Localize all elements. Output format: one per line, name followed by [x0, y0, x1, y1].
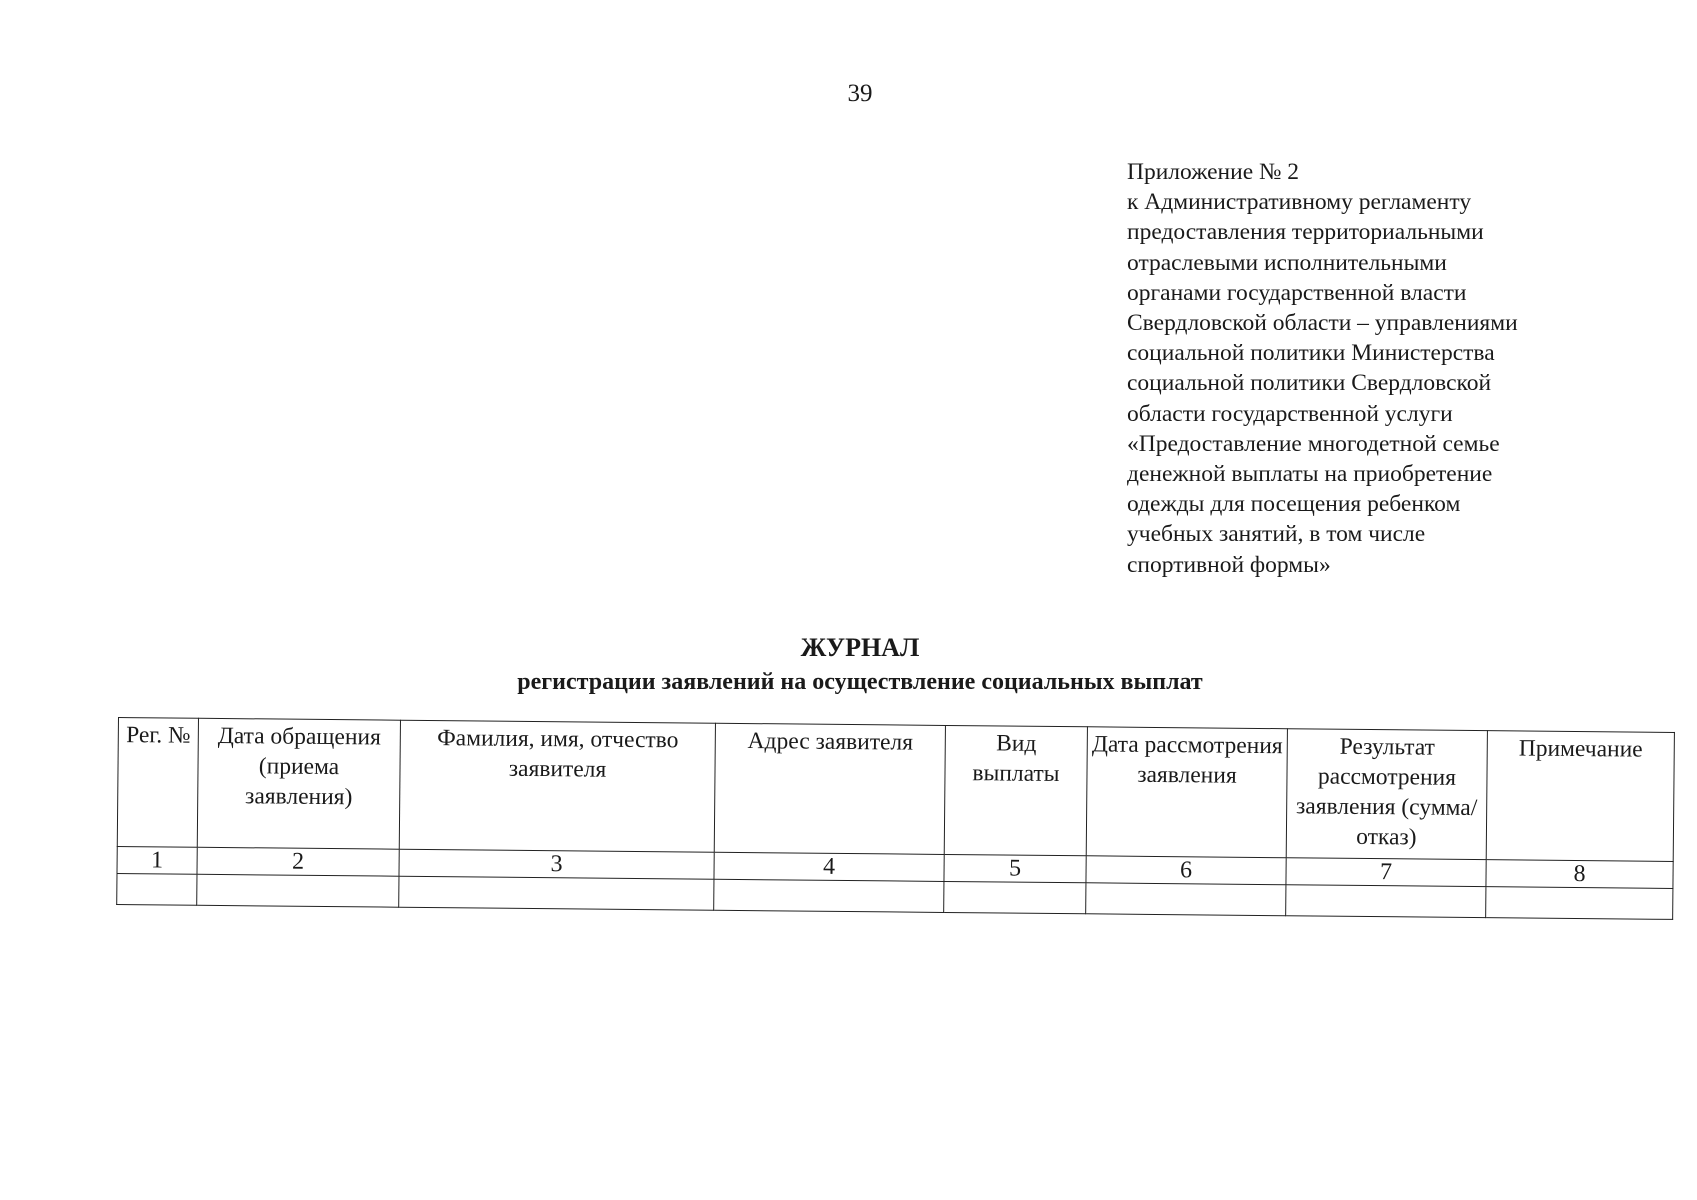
appendix-note	[1127, 157, 1597, 580]
journal-subtitle: регистрации заявлений на осуществление социальных выплат	[517, 669, 1203, 695]
appendix-line: социальной политики Министерства	[1127, 340, 1495, 367]
appendix-line: денежной выплаты на приобретение	[1127, 461, 1493, 488]
column-header-review-date: Дата рассмотрения заявления	[1086, 727, 1287, 858]
empty-cell	[1486, 887, 1673, 920]
appendix-line: отраслевыми исполнительными	[1127, 249, 1447, 276]
empty-cell	[197, 874, 399, 907]
column-number: 8	[1486, 860, 1673, 889]
appendix-line: к Административному регламенту	[1127, 189, 1472, 216]
column-header-note: Примечание	[1486, 731, 1674, 862]
appendix-line: органами государственной власти	[1127, 279, 1467, 306]
column-header-review-result: Результат рассмотрения заявления (сумма/отказ)	[1286, 729, 1487, 860]
page-number: 39	[847, 80, 873, 107]
appendix-line: «Предоставление многодетной семье	[1127, 430, 1500, 457]
appendix-line: одежды для посещения ребенком	[1127, 491, 1461, 518]
column-header-application-date: Дата обращения (приема заявления)	[197, 718, 400, 849]
appendix-line: Приложение № 2	[1127, 159, 1300, 185]
empty-cell	[714, 879, 944, 912]
journal-table-wrapper	[116, 717, 1675, 920]
empty-cell	[1086, 883, 1286, 916]
column-number: 7	[1286, 858, 1486, 887]
column-header-applicant-address: Адрес заявителя	[714, 723, 945, 854]
appendix-line: предоставления территориальными	[1127, 219, 1484, 246]
header-row	[117, 718, 1674, 862]
column-header-reg-number: Рег. №	[117, 718, 198, 848]
column-number: 3	[399, 849, 714, 879]
journal-title: ЖУРНАЛ	[800, 633, 920, 662]
appendix-line: социальной политики Свердловской	[1127, 370, 1492, 397]
column-header-payment-type: Вид выплаты	[944, 725, 1087, 855]
empty-cell	[944, 881, 1086, 913]
column-number: 5	[944, 854, 1086, 882]
journal-table	[116, 717, 1675, 920]
appendix-line: Свердловской области – управлениями	[1127, 310, 1518, 337]
empty-cell	[117, 873, 197, 905]
appendix-line: учебных занятий, в том числе	[1127, 521, 1426, 548]
column-number: 6	[1086, 856, 1286, 885]
appendix-line: области государственной услуги	[1127, 400, 1453, 427]
column-number: 4	[714, 852, 944, 881]
column-number: 2	[197, 847, 399, 876]
empty-cell	[399, 876, 714, 910]
empty-cell	[1286, 885, 1486, 918]
column-number: 1	[117, 846, 197, 874]
appendix-line: спортивной формы»	[1127, 551, 1331, 578]
column-header-applicant-name: Фамилия, имя, отчество заявителя	[399, 720, 715, 852]
